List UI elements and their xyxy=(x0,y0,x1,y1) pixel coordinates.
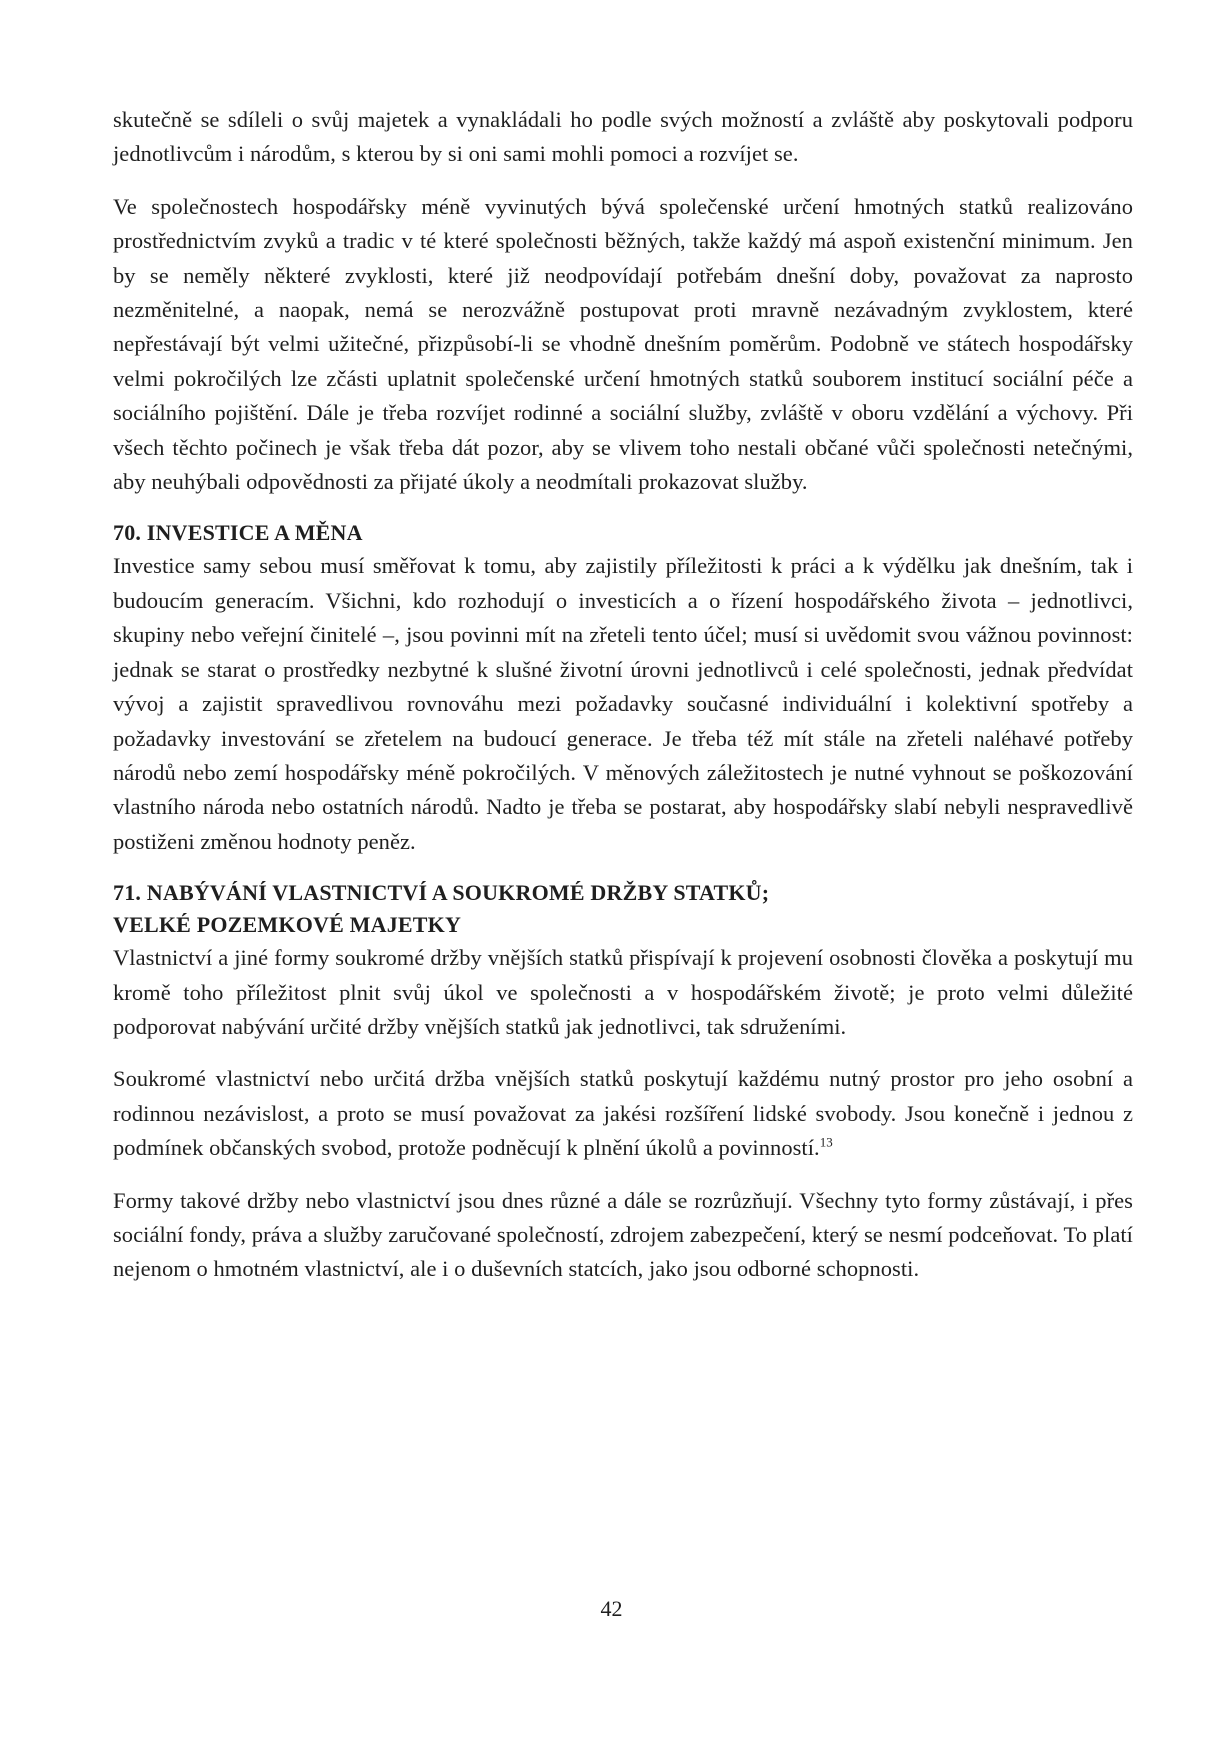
section-70-heading: 70. INVESTICE A MĚNA xyxy=(113,520,363,546)
page-content xyxy=(113,103,1133,1305)
section-71-heading-line1: 71. NABÝVÁNÍ VLASTNICTVÍ A SOUKROMÉ DRŽBY STATKŮ; xyxy=(113,880,770,906)
section-71-paragraph-3: Formy takové držby nebo vlastnictví jsou dnes různé a dále se rozrůzňují. Všechny tyto formy zůstávají, i přes sociální fondy, práva a služby zaručované společností, zdrojem zabezpečení, který se nesmí podceňovat. To platí nejenom o hmotném vlastnictví, ale i o duševních statcích, jako jsou odborné schopnosti. xyxy=(113,1187,1133,1282)
paragraph-intro-1: skutečně se sdíleli o svůj majetek a vynakládali ho podle svých možností a zvláště aby poskytovali podporu jednotlivcům i národům, s kterou by si oni sami mohli pomoci a rozvíjet se. xyxy=(113,107,1133,167)
section-71-heading-line2: VELKÉ POZEMKOVÉ MAJETKY xyxy=(113,912,462,938)
section-71-paragraph-1: Vlastnictví a jiné formy soukromé držby vnějších statků přispívají k projevení osobnosti člověka a poskytují mu kromě toho příležitost plnit svůj úkol ve společnosti a v hospodářském životě; je proto velmi důležité podporovat nabývání určité držby vnějších statků jak jednotlivci, tak sdruženími. xyxy=(113,945,1133,1039)
page-number: 42 xyxy=(600,1596,623,1621)
paragraph-intro-2: Ve společnostech hospodářsky méně vyvinutých bývá společenské určení hmotných statků realizováno prostřednictvím zvyků a tradic v té které společnosti běžných, takže každý má aspoň existenční minimum. Jen by se neměly některé zvyklosti, které již neodpovídají potřebám dnešní doby, považovat za naprosto nezměnitelné, a naopak, nemá se nerozvážně postupovat proti mravně nezávadným zvyklostem, které nepřestávají být velmi užitečné, přizpůsobí-li se vhodně dnešním poměrům. Podobně ve státech hospodářsky velmi pokročilých lze zčásti uplatnit společenské určení hmotných statků souborem institucí sociální péče a sociálního pojištění. Dále je třeba rozvíjet rodinné a sociální služby, zvláště v oboru vzdělání a výchovy. Při všech těchto počinech je však třeba dát pozor, aby se vlivem toho nestali občané vůči společnosti netečnými, aby neuhýbali odpovědnosti za přijaté úkoly a neodmítali prokazovat služby. xyxy=(113,193,1133,495)
section-71-heading xyxy=(113,877,1133,941)
section-70-paragraph: Investice samy sebou musí směřovat k tomu, aby zajistily příležitosti k práci a k výdělku jak dnešním, tak i budoucím generacím. Všichni, kdo rozhodují o investicích a o řízení hospodářského života – jednotlivci, skupiny nebo veřejní činitelé –, jsou povinni mít na zřeteli tento účel; musí si uvědomit svou vážnou povinnost: jednak se starat o prostředky nezbytné k slušné životní úrovni jednotlivců i celé společnosti, jednak předvídat vývoj a zajistit spravedlivou rovnováhu mezi požadavky současné individuální i kolektivní spotřeby a požadavky investování se zřetelem na budoucí generace. Je třeba též mít stále na zřeteli naléhavé potřeby národů nebo zemí hospodářsky méně pokročilých. V měnových záležitostech je nutné vyhnout se poškozování vlastního národa nebo ostatních národů. Nadto je třeba se postarat, aby hospodářsky slabí nebyli nespravedlivě postiženi změnou hodnoty peněz. xyxy=(113,553,1133,854)
section-71-paragraph-2-text: Soukromé vlastnictví nebo určitá držba vnějších statků poskytují každému nutný prostor pro jeho osobní a rodinnou nezávislost, a proto se musí považovat za jakési rozšíření lidské svobody. Jsou konečně i jednou z podmínek občanských svobod, protože podněcují k plnění úkolů a povinností. xyxy=(113,1066,1133,1161)
footnote-reference: 13 xyxy=(819,1134,833,1150)
section-71-paragraph-2 xyxy=(113,1062,1133,1165)
